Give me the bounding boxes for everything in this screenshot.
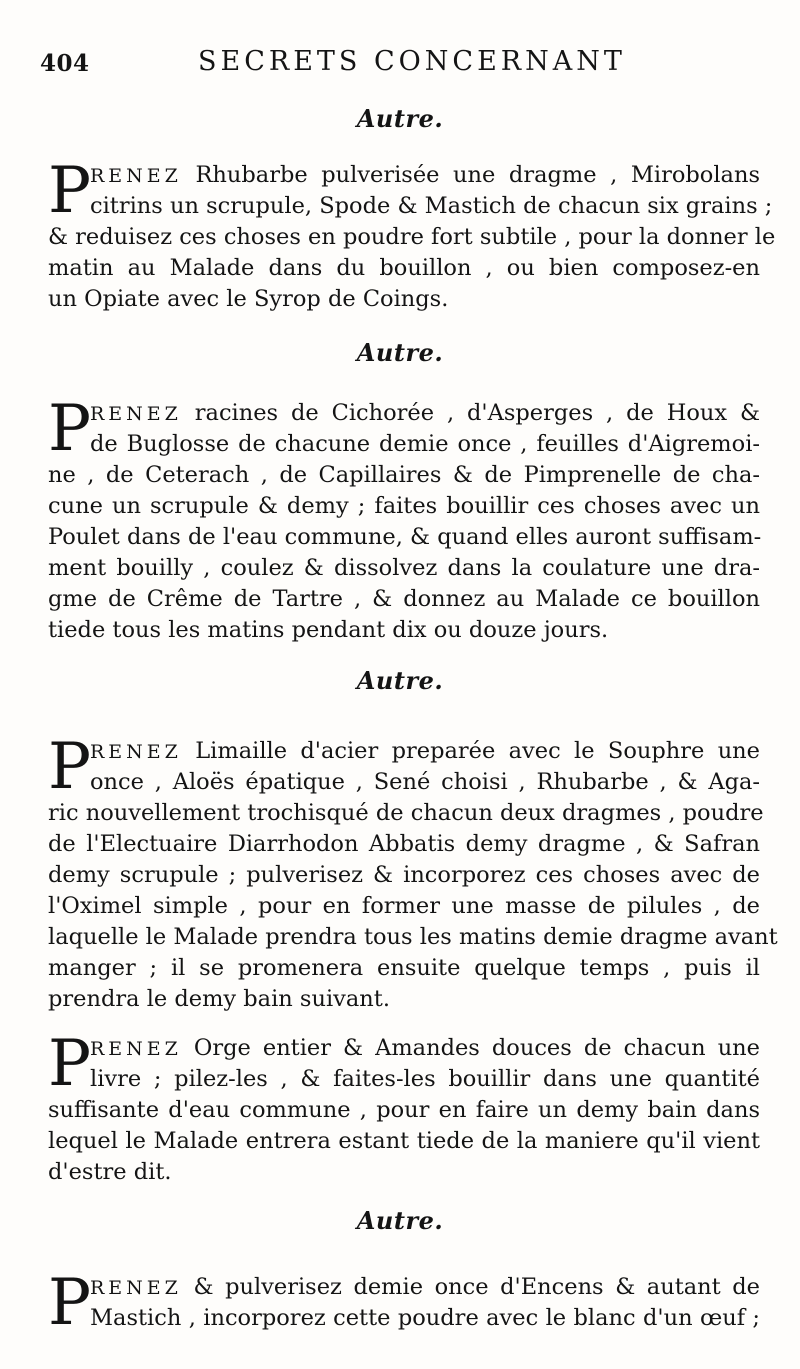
- text-line: un Opiate avec le Syrop de Coings.: [48, 286, 449, 312]
- text-line: demy scrupule ; pulverisez & incorporez ces choses avec de: [48, 862, 760, 888]
- opening-word: RENEZ: [90, 165, 182, 187]
- recipe-paragraph: [48, 154, 776, 315]
- text-line: suffisante d'eau commune , pour en faire un demy bain dans: [48, 1097, 760, 1123]
- text-line: l'Oximel simple , pour en former une masse de pilules , de: [48, 893, 760, 919]
- text-line: citrins un scrupule, Spode & Mastich de chacun six grains ;: [90, 193, 773, 219]
- text-line: matin au Malade dans du bouillon , ou bien composez-en: [48, 255, 760, 281]
- text-line: ric nouvellement trochisqué de chacun deux dragmes , poudre: [48, 800, 764, 826]
- drop-cap: P: [48, 1027, 92, 1101]
- text-line: Mastich , incorporez cette poudre avec le blanc d'un œuf ;: [90, 1305, 760, 1331]
- text-line: Orge entier & Amandes douces de chacun une: [193, 1035, 760, 1061]
- section-heading: Autre.: [356, 666, 444, 695]
- drop-cap: P: [48, 392, 92, 466]
- recipe-paragraph: [48, 1027, 760, 1188]
- drop-cap: P: [48, 1266, 92, 1340]
- text-line: Limaille d'acier preparée avec le Souphre une: [195, 738, 760, 764]
- section-heading: Autre.: [356, 1206, 444, 1235]
- text-line: livre ; pilez-les , & faites-les bouillir dans une quantité: [90, 1066, 760, 1092]
- text-line: cune un scrupule & demy ; faites bouillir ces choses avec un: [48, 493, 760, 519]
- section-heading: Autre.: [356, 104, 444, 133]
- text-line: gme de Crême de Tartre , & donnez au Malade ce bouillon: [48, 586, 760, 612]
- text-line: manger ; il se promenera ensuite quelque temps , puis il: [48, 955, 760, 981]
- opening-word: RENEZ: [90, 403, 182, 425]
- text-line: ment bouilly , coulez & dissolvez dans la coulature une dra-: [48, 555, 760, 581]
- text-line: Poulet dans de l'eau commune, & quand elles auront suffisam-: [48, 524, 762, 550]
- text-line: d'estre dit.: [48, 1159, 172, 1185]
- text-line: ne , de Ceterach , de Capillaires & de Pimprenelle de cha-: [48, 462, 760, 488]
- text-line: de l'Electuaire Diarrhodon Abbatis demy dragme , & Safran: [48, 831, 760, 857]
- recipe-paragraph: [48, 1266, 760, 1340]
- text-line: racines de Cichorée , d'Asperges , de Houx &: [194, 400, 760, 426]
- text-line: laquelle le Malade prendra tous les matins demie dragme avant: [48, 924, 778, 950]
- opening-word: RENEZ: [90, 741, 182, 763]
- running-title: SECRETS CONCERNANT: [198, 46, 626, 77]
- section-heading: Autre.: [356, 338, 444, 367]
- text-line: prendra le demy bain suivant.: [48, 986, 390, 1012]
- text-line: once , Aloës épatique , Sené choisi , Rhubarbe , & Aga-: [90, 769, 760, 795]
- opening-word: RENEZ: [90, 1277, 182, 1299]
- text-line: & pulverisez demie once d'Encens & autant de: [193, 1274, 760, 1300]
- text-line: lequel le Malade entrera estant tiede de la maniere qu'il vient: [48, 1128, 760, 1154]
- text-line: de Buglosse de chacune demie once , feuilles d'Aigremoi-: [90, 431, 760, 457]
- page-number: 404: [40, 50, 90, 77]
- text-line: Rhubarbe pulverisée une dragme , Mirobolans: [195, 162, 760, 188]
- recipe-paragraph: [48, 392, 762, 646]
- drop-cap: P: [48, 154, 92, 228]
- drop-cap: P: [48, 730, 92, 804]
- opening-word: RENEZ: [90, 1038, 182, 1060]
- recipe-paragraph: [48, 730, 778, 1015]
- text-line: tiede tous les matins pendant dix ou douze jours.: [48, 617, 609, 643]
- running-head: [40, 42, 760, 82]
- text-line: & reduisez ces choses en poudre fort subtile , pour la donner le: [48, 224, 776, 250]
